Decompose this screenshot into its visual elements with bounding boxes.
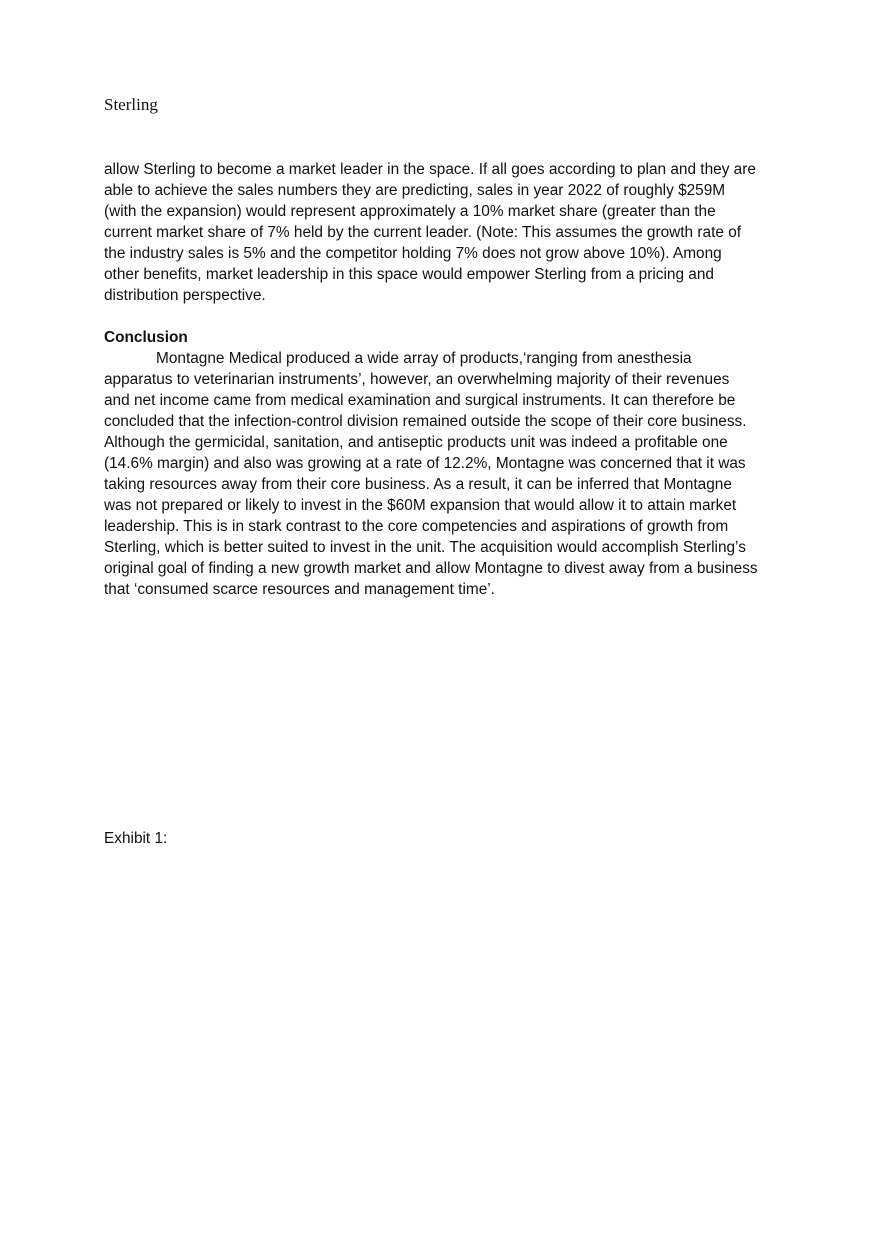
paragraph-line: distribution perspective. [104, 287, 266, 304]
running-head: Sterling [104, 95, 158, 114]
paragraph-line: current market share of 7% held by the current leader. (Note: This assumes the growth rate of [104, 224, 742, 241]
paragraph-line: Montagne Medical produced a wide array of products,‘ranging from anesthesia [156, 350, 692, 367]
paragraph-line: Sterling, which is better suited to invest in the unit. The acquisition would accomplish Sterling’s [104, 539, 746, 556]
paragraph-line: and net income came from medical examination and surgical instruments. It can therefore be [104, 392, 736, 409]
paragraph-line: apparatus to veterinarian instruments’, however, an overwhelming majority of their revenues [104, 371, 730, 388]
paragraph-line: (14.6% margin) and also was growing at a rate of 12.2%, Montagne was concerned that it was [104, 455, 746, 472]
paragraph-line: was not prepared or likely to invest in the $60M expansion that would allow it to attain market [104, 497, 737, 514]
paragraph-line: Although the germicidal, sanitation, and antiseptic products unit was indeed a profitable one [104, 434, 728, 451]
paragraph-line: allow Sterling to become a market leader in the space. If all goes according to plan and they are [104, 161, 756, 178]
paragraph-line: the industry sales is 5% and the competitor holding 7% does not grow above 10%). Among [104, 245, 722, 262]
paragraph-line: leadership. This is in stark contrast to the core competencies and aspirations of growth from [104, 518, 729, 535]
paragraph-line: concluded that the infection-control division remained outside the scope of their core business. [104, 413, 747, 430]
section-heading-conclusion: Conclusion [104, 329, 188, 346]
paragraph-line: other benefits, market leadership in this space would empower Sterling from a pricing and [104, 266, 714, 283]
paragraph-line: taking resources away from their core business. As a result, it can be inferred that Montagne [104, 476, 732, 493]
paragraph-line: that ‘consumed scarce resources and management time’. [104, 581, 495, 598]
exhibit-label: Exhibit 1: [104, 830, 168, 847]
paragraph-line: able to achieve the sales numbers they are predicting, sales in year 2022 of roughly $259M [104, 182, 726, 199]
paragraph-line: original goal of finding a new growth market and allow Montagne to divest away from a business [104, 560, 758, 577]
paragraph-line: (with the expansion) would represent approximately a 10% market share (greater than the [104, 203, 716, 220]
